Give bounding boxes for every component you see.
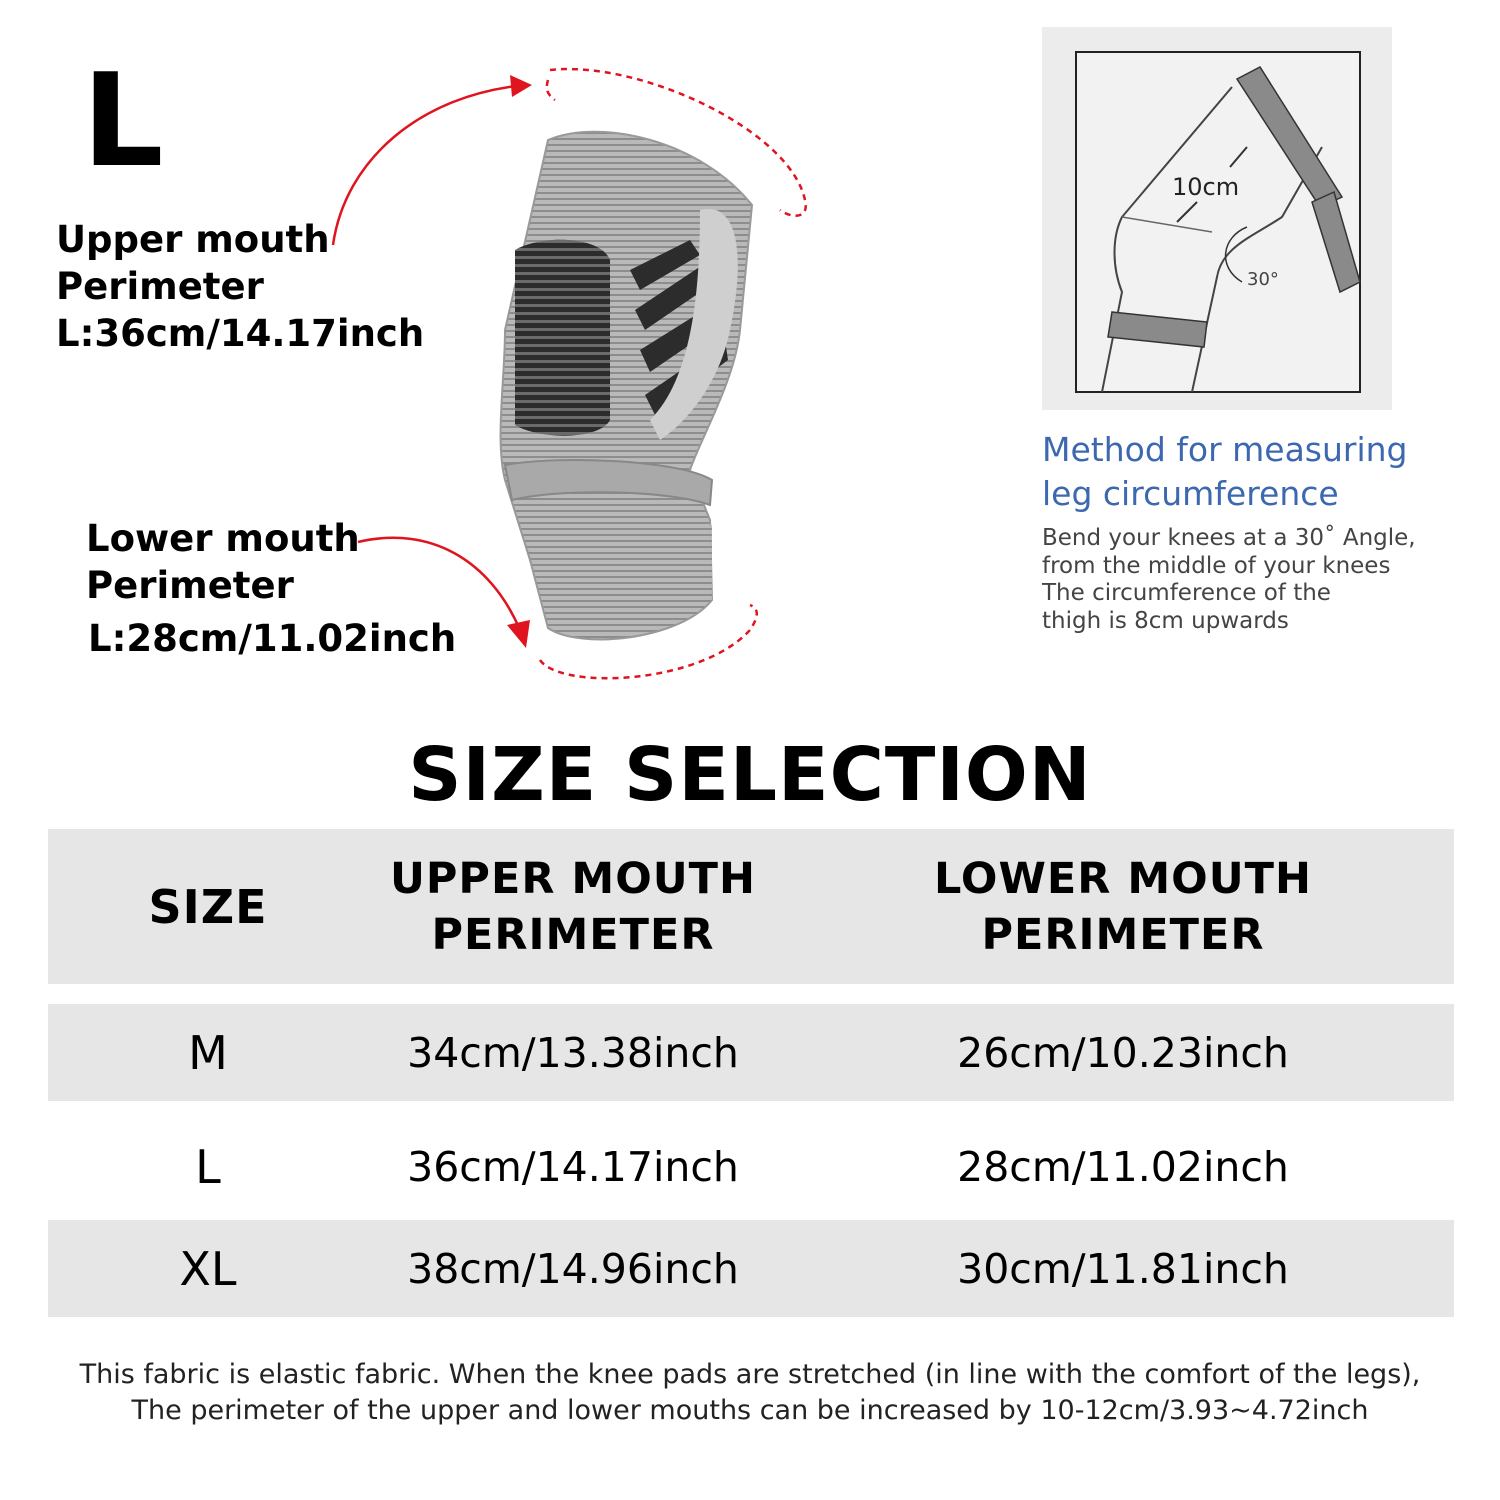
table-row [48, 1004, 1454, 1101]
measuring-diagram-panel [1042, 27, 1392, 410]
header-upper: UPPER MOUTH PERIMETER [390, 853, 756, 960]
lower-arrow [358, 538, 520, 630]
measure-desc-line-2: from the middle of your knees [1042, 552, 1391, 579]
size-cell: L [195, 1139, 221, 1194]
table-row [48, 1113, 1454, 1220]
upper-label-line-2: Perimeter [56, 265, 264, 308]
diagram-distance-label: 10cm [1172, 173, 1240, 201]
lower-label-line-2: Perimeter [86, 564, 294, 607]
upper-arrow [333, 85, 525, 245]
footnote-line-1: This fabric is elastic fabric. When the knee pads are stretched (in line with the comfort of the legs), [79, 1359, 1421, 1390]
measure-desc-line-3: The circumference of the [1042, 580, 1331, 606]
measure-description [1042, 525, 1482, 635]
header-size: SIZE [148, 879, 268, 934]
size-letter: L [82, 47, 162, 196]
lower-label-line-1: Lower mouth [86, 517, 360, 560]
fabric-footnote [0, 1357, 1500, 1429]
size-cell: M [188, 1025, 228, 1080]
upper-label-line-1: Upper mouth [56, 218, 330, 261]
leg-measuring-diagram [1042, 27, 1392, 410]
lower-value-cell: 26cm/10.23inch [957, 1028, 1289, 1077]
header-lower: LOWER MOUTH PERIMETER [934, 853, 1312, 960]
section-title: SIZE SELECTION [408, 732, 1092, 818]
lower-value-cell: 30cm/11.81inch [957, 1244, 1289, 1293]
footnote-line-2: The perimeter of the upper and lower mouths can be increased by 10-12cm/3.93~4.72inch [131, 1395, 1369, 1426]
measure-title-line-2: leg circumference [1042, 474, 1339, 513]
knee-brace-image [320, 55, 840, 695]
measure-desc-line-1: Bend your knees at a 30˚ Angle, [1042, 525, 1416, 551]
table-header-row [48, 829, 1454, 984]
size-cell: XL [179, 1241, 237, 1296]
upper-value-cell: 36cm/14.17inch [407, 1142, 739, 1191]
lower-label-value: L:28cm/11.02inch [88, 617, 457, 660]
measure-title-line-1: Method for measuring [1042, 430, 1408, 469]
lower-value-cell: 28cm/11.02inch [957, 1142, 1289, 1191]
diagram-angle-label: 30° [1247, 269, 1279, 290]
upper-label-value: L:36cm/14.17inch [56, 312, 425, 355]
upper-value-cell: 34cm/13.38inch [407, 1028, 739, 1077]
measure-title [1042, 428, 1482, 516]
measure-desc-line-4: thigh is 8cm upwards [1042, 607, 1289, 634]
upper-value-cell: 38cm/14.96inch [407, 1244, 739, 1293]
table-row [48, 1220, 1454, 1317]
